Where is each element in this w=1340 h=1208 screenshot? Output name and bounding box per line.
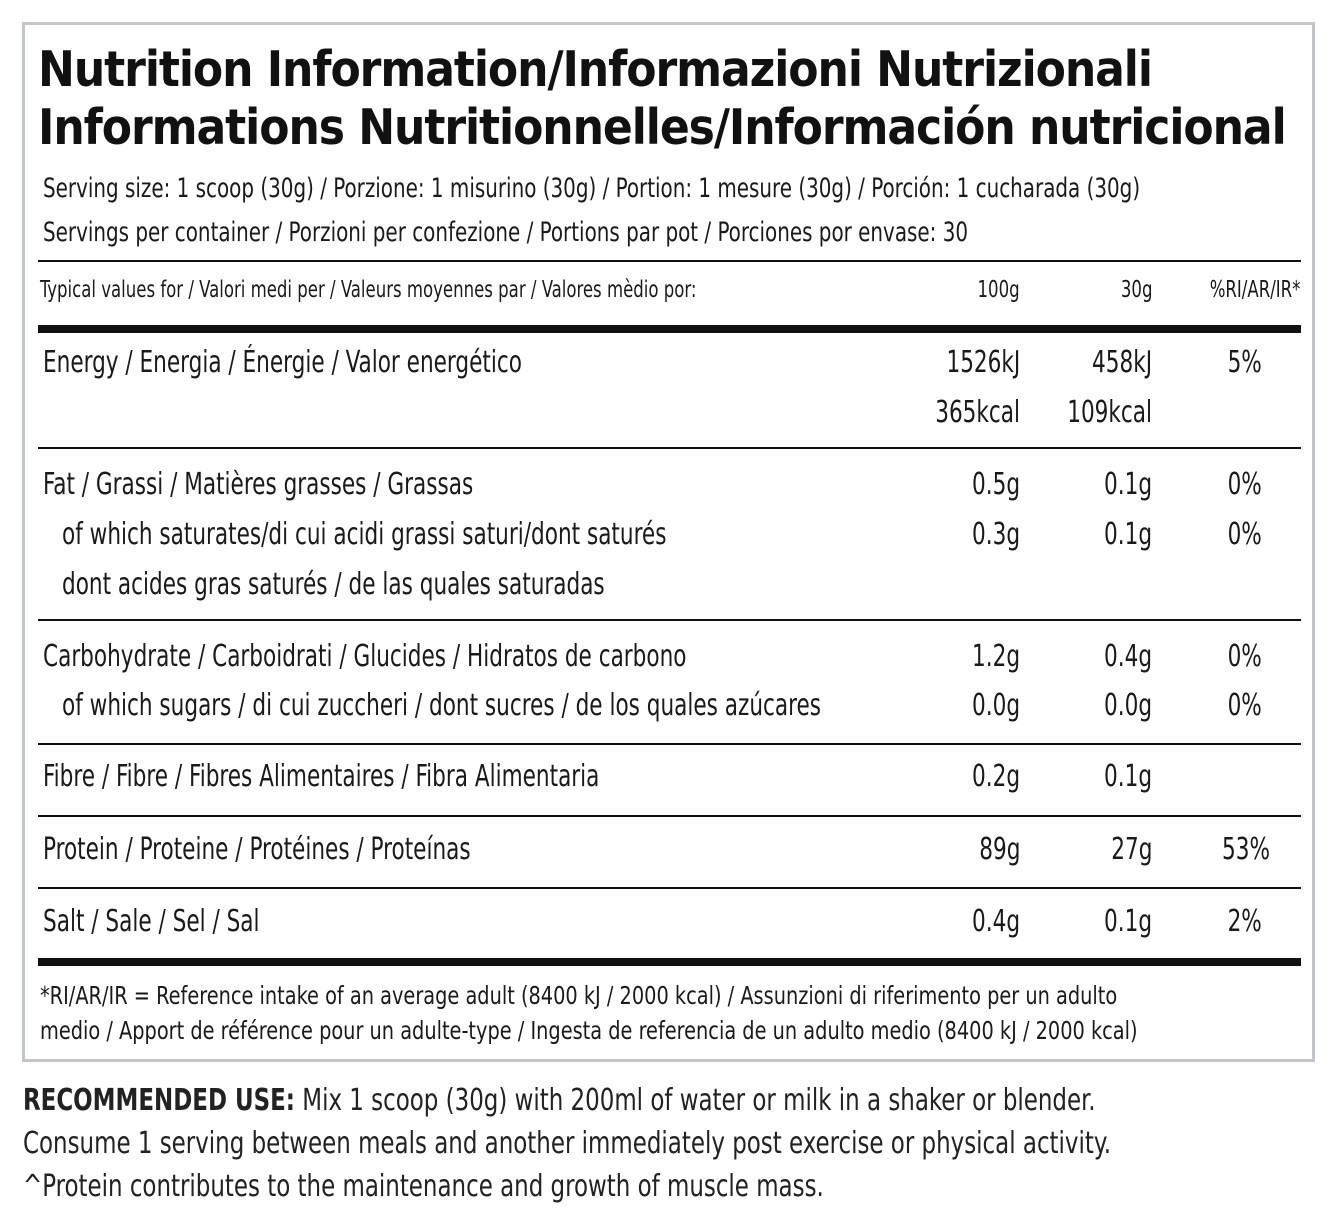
saturates-100g: 0.3g xyxy=(971,517,1020,552)
saturates-label-1: of which saturates/di cui acidi grassi saturi/dont saturés xyxy=(62,517,667,552)
fibre-label: Fibre / Fibre / Fibres Alimentaires / Fibra Alimentaria xyxy=(43,759,600,794)
fibre-30g: 0.1g xyxy=(1103,759,1152,794)
servings-per-container: Servings per container / Porzioni per confezione / Portions par pot / Porciones por envase: 30 xyxy=(43,217,969,248)
sugars-100g: 0.0g xyxy=(971,688,1020,723)
divider xyxy=(38,815,1301,817)
header-30g: 30g xyxy=(1120,277,1152,303)
salt-label: Salt / Sale / Sel / Sal xyxy=(43,904,260,939)
energy-ri: 5% xyxy=(1227,345,1262,380)
title-line-2: Informations Nutritionnelles/Información nutricional xyxy=(38,99,1286,156)
header-ri: %RI/AR/IR* xyxy=(1209,277,1300,303)
title-line-1: Nutrition Information/Informazioni Nutrizionali xyxy=(38,41,1152,98)
carbohydrate-ri: 0% xyxy=(1227,639,1262,674)
salt-30g: 0.1g xyxy=(1103,904,1152,939)
salt-100g: 0.4g xyxy=(971,904,1020,939)
divider xyxy=(38,743,1301,745)
serving-size: Serving size: 1 scoop (30g) / Porzione: 1 misurino (30g) / Portion: 1 mesure (30g) / Porción: 1 cucharada (30g) xyxy=(43,173,1141,204)
protein-100g: 89g xyxy=(978,832,1020,867)
energy-100g-kj: 1526kJ xyxy=(946,345,1020,380)
footnote-line-2: medio / Apport de référence pour un adulte-type / Ingesta de referencia de un adulto medio (8400 kJ / 2000 kcal) xyxy=(40,1016,1138,1045)
protein-label: Protein / Proteine / Protéines / Proteínas xyxy=(43,832,471,867)
salt-ri: 2% xyxy=(1227,904,1262,939)
sugars-30g: 0.0g xyxy=(1103,688,1152,723)
footnote-line-1: *RI/AR/IR = Reference intake of an average adult (8400 kJ / 2000 kcal) / Assunzioni di riferimento per un adulto xyxy=(40,981,1118,1010)
header-label: Typical values for / Valori medi per / Valeurs moyennes par / Valores mèdio por: xyxy=(40,277,697,303)
recommended-use xyxy=(23,1079,1188,1208)
fat-30g: 0.1g xyxy=(1103,467,1152,502)
protein-30g: 27g xyxy=(1110,832,1152,867)
carbohydrate-30g: 0.4g xyxy=(1103,639,1152,674)
divider xyxy=(38,619,1301,621)
energy-30g-kcal: 109kcal xyxy=(1067,395,1152,430)
saturates-ri: 0% xyxy=(1227,517,1262,552)
thick-divider xyxy=(38,325,1301,333)
recommended-use-text: Mix 1 scoop (30g) with 200ml of water or milk in a shaker or blender. Consume 1 serving between meals and another immediately post exercise or physical activity. ^Protein contributes to the maintenance and growth of muscle mass. xyxy=(23,1083,1112,1204)
carbohydrate-label: Carbohydrate / Carboidrati / Glucides / Hidratos de carbono xyxy=(43,639,687,674)
fat-label: Fat / Grassi / Matières grasses / Grassas xyxy=(43,467,474,502)
saturates-label-2: dont acides gras saturés / de las quales saturadas xyxy=(62,567,605,602)
divider xyxy=(38,447,1301,449)
energy-30g-kj: 458kJ xyxy=(1091,345,1152,380)
recommended-use-label: RECOMMENDED USE: xyxy=(23,1083,295,1118)
energy-100g-kcal: 365kcal xyxy=(935,395,1020,430)
carbohydrate-100g: 1.2g xyxy=(971,639,1020,674)
saturates-30g: 0.1g xyxy=(1103,517,1152,552)
divider xyxy=(38,260,1301,262)
protein-ri: 53% xyxy=(1222,832,1270,867)
fibre-100g: 0.2g xyxy=(971,759,1020,794)
divider xyxy=(38,887,1301,889)
sugars-label: of which sugars / di cui zuccheri / dont sucres / de los quales azúcares xyxy=(62,688,822,723)
thick-divider xyxy=(38,958,1301,966)
sugars-ri: 0% xyxy=(1227,688,1262,723)
header-100g: 100g xyxy=(977,277,1020,303)
fat-ri: 0% xyxy=(1227,467,1262,502)
energy-label: Energy / Energia / Énergie / Valor energético xyxy=(43,345,522,380)
fat-100g: 0.5g xyxy=(971,467,1020,502)
